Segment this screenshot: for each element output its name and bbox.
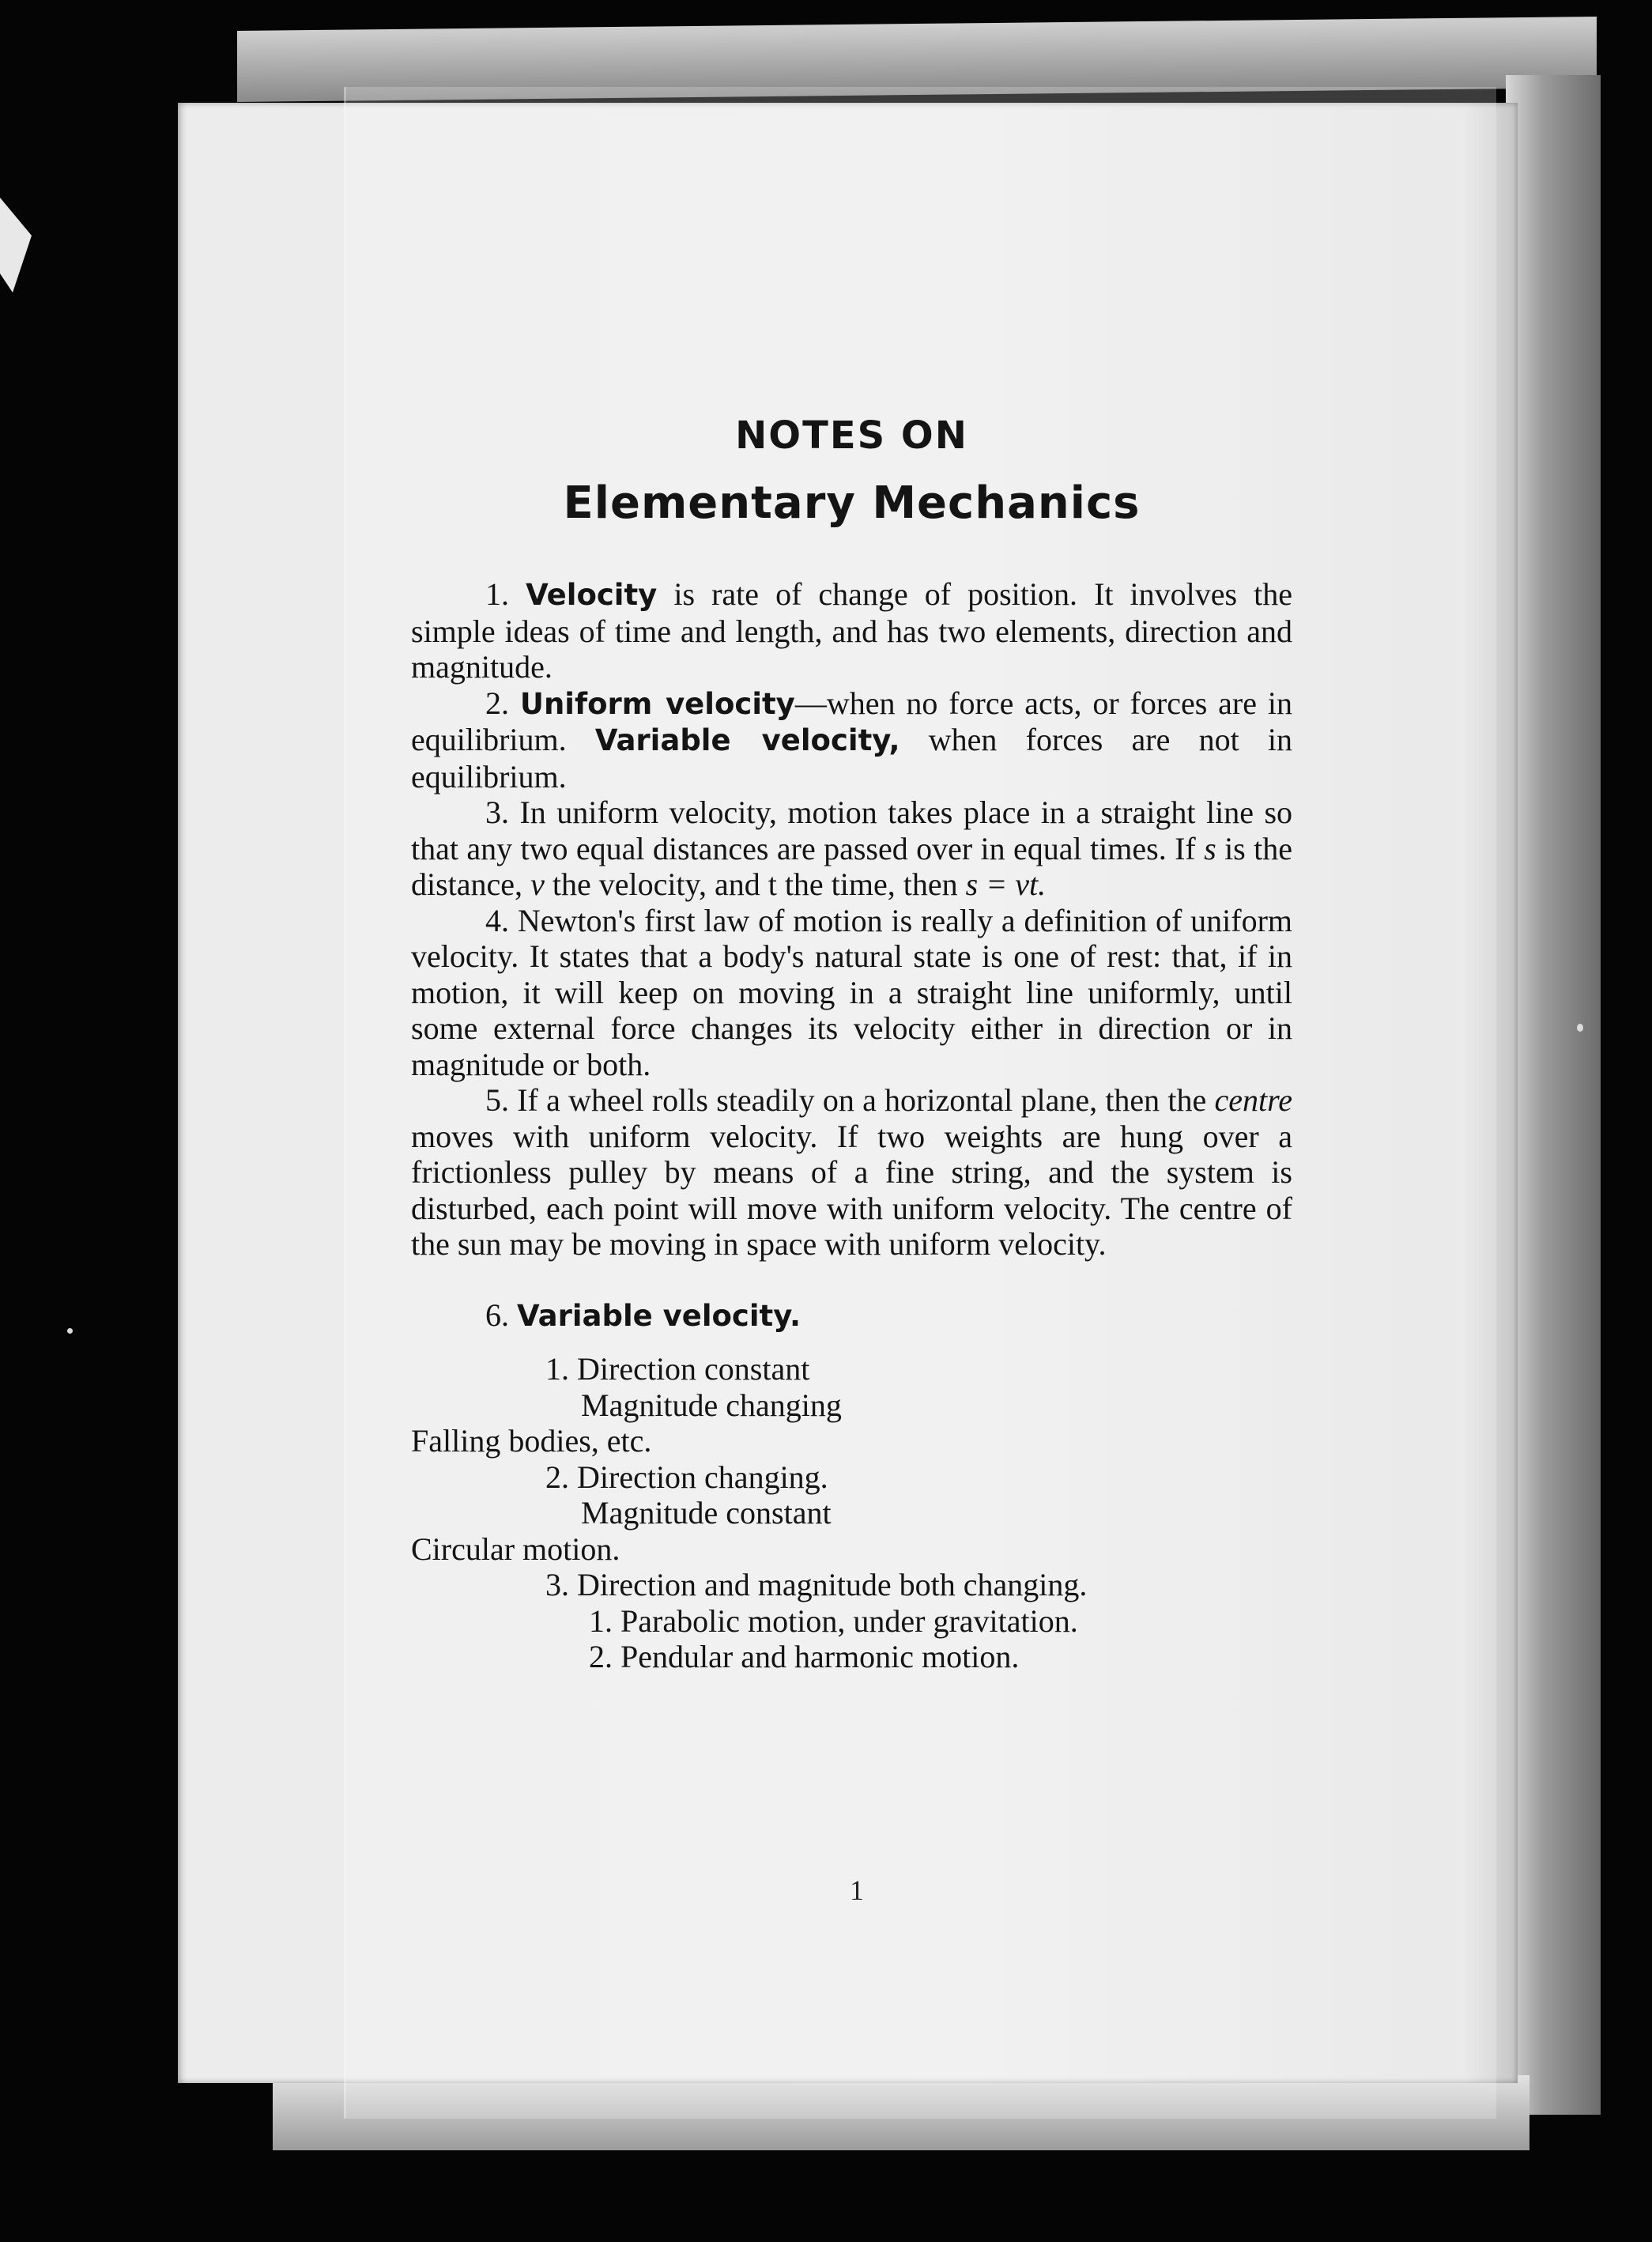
list-line: Magnitude changing [581,1387,842,1423]
list-line: Magnitude constant [581,1495,832,1531]
list-line: 1. Parabolic motion, under gravitation. [589,1602,1078,1639]
paragraph [411,795,1292,903]
paragraph-text: —when no force acts, or forces are in equilibrium. [411,685,1293,758]
list-line: 1. Direction constant [545,1351,810,1387]
speck [1577,1024,1583,1032]
paragraph-text: In uniform velocity, motion takes place in a straight line so that any two equal distances are passed over in equal times. If [411,795,1293,866]
list-line: 2. Pendular and harmonic motion. [589,1639,1020,1675]
page-number: 1 [850,1874,864,1906]
paragraph-text: is rate of change of position. It involves the simple ideas of time and length, and has two elements, direction and magnitude. [411,576,1293,685]
paragraph-number: 5. [485,1082,509,1119]
list-line: 2. Direction changing. [545,1459,828,1495]
title-line-2: Elementary Mechanics [563,477,1141,529]
paragraph-number: 1. [485,576,509,613]
paragraph-text: Newton's first law of motion is really a definition of uniform velocity. It states that a body's natural state is one of rest: that, if in motion, it will keep on moving in a straight line uniformly, until some external force changes its velocity either in direction or in magnitude or both. [411,902,1293,1082]
italic-text: centre [1214,1082,1292,1119]
paragraph [411,1082,1292,1263]
paragraph-text: If a wheel rolls steadily on a horizontal plane, then the [517,1082,1215,1119]
bold-term: Velocity [526,578,658,613]
section-title: Variable velocity. [517,1298,801,1333]
background-paper-scrap [0,198,32,293]
document-body [411,415,1292,1675]
paragraph [411,576,1292,685]
paragraph-text: the velocity, and t the time, then [544,866,966,903]
italic-text: s [1204,830,1216,866]
paragraph-text: moves with uniform velocity. If two weights are hung over a frictionless pulley by means of a fine string, and the system is disturbed, each point will move with uniform velocity. The centre of the sun may be moving in space with uniform velocity. [411,1118,1292,1263]
paragraph-text: is the distance, [411,830,1292,903]
list-line: Falling bodies, etc. [411,1423,652,1459]
bold-term: Variable velocity, [594,723,900,758]
section-number: 6. [485,1297,509,1333]
title-line-1: NOTES ON [735,413,968,458]
bold-term: Uniform velocity [519,686,795,721]
section-6-heading [485,1297,1292,1334]
paragraph [411,685,1292,795]
paragraph-text: when forces are not in equilibrium. [411,722,1292,795]
section-6-list [411,1351,1292,1675]
paragraph-list [411,576,1292,1263]
list-line: Circular motion. [411,1531,620,1567]
paragraph-number: 2. [485,685,509,721]
italic-text: v [530,866,545,903]
speck [67,1328,73,1334]
italic-text: s = vt. [965,866,1047,903]
list-line: 3. Direction and magnitude both changing. [545,1567,1088,1603]
paragraph [411,903,1292,1083]
background-paper-right-edge [1506,75,1601,2115]
paragraph-number: 4. [485,902,509,938]
paragraph-number: 3. [485,795,509,831]
